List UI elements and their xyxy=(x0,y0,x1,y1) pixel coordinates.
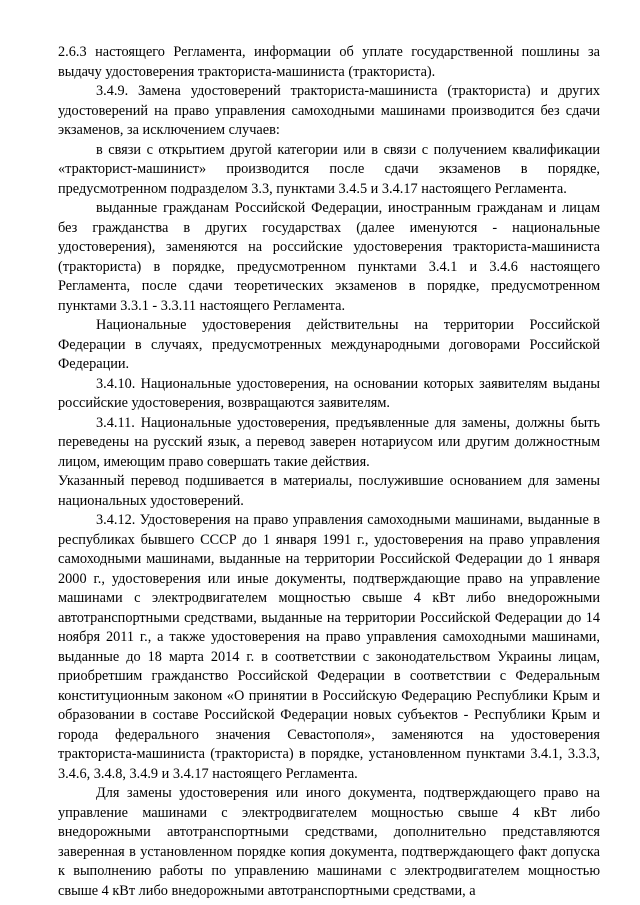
paragraph-10: Для замены удостоверения или иного документа, подтверждающего право на управление машинами с электродвигателем мощностью свыше 4 кВт либо внедорожными автотранспортными средствами, дополнительно представляются заверенная в установленном порядке копия документа, подтверждающего факт допуска к выполнению работы по управлению машинами с электродвигателем мощностью свыше 4 кВт либо внедорожными автотранспортными средствами, а xyxy=(58,785,600,899)
paragraph-1: 2.6.3 настоящего Регламента, информации об уплате государственной пошлины за выдачу удостоверения тракториста-машиниста (тракториста). xyxy=(58,44,600,80)
paragraph-6: 3.4.10. Национальные удостоверения, на основании которых заявителям выданы российские удостоверения, возвращаются заявителям. xyxy=(58,375,600,411)
paragraph-4: выданные гражданам Российской Федерации, иностранным гражданам и лицам без гражданства в других государствах (далее именуются - национальные удостоверения), заменяются на российские удостоверения тракториста-машиниста (тракториста) в порядке, предусмотренном пунктами 3.4.1 и 3.4.6 настоящего Регламента, после сдачи теоретических экзаменов в порядке, предусмотренном пунктами 3.3.1 - 3.3.11 настоящего Регламента. xyxy=(58,200,600,314)
paragraph-8: Указанный перевод подшивается в материалы, послужившие основанием для замены национальных удостоверений. xyxy=(58,473,600,509)
paragraph-9: 3.4.12. Удостоверения на право управления самоходными машинами, выданные в республиках бывшего СССР до 1 января 1991 г., удостоверения на право управления самоходными машинами, выданные на территории Российской Федерации до 1 января 2000 г., удостоверения или иные документы, подтверждающие право на управление машинами с электродвигателем мощностью свыше 4 кВт либо внедорожными автотранспортными средствами, выданные на территории Российской Федерации до 14 ноября 2011 г., а также удостоверения на право управления самоходными машинами, выданные до 18 марта 2014 г. в соответствии с законодательством Украины лицам, приобретшим гражданство Российской Федерации в соответствии с Федеральным конституционным законом «О принятии в Российскую Федерацию Республики Крым и образовании в составе Российской Федерации новых субъектов - Республики Крым и города федерального значения Севастополя», заменяются на удостоверения тракториста-машиниста (тракториста) в порядке, установленном пунктами 3.4.1, 3.3.3, 3.4.6, 3.4.8, 3.4.9 и 3.4.17 настоящего Регламента. xyxy=(58,512,600,782)
paragraph-7: 3.4.11. Национальные удостоверения, предъявленные для замены, должны быть переведены на русский язык, а перевод заверен нотариусом или другим должностным лицом, имеющим право совершать такие действия. xyxy=(58,414,600,470)
paragraph-2: 3.4.9. Замена удостоверений тракториста-машиниста (тракториста) и других удостоверений на право управления самоходными машинами производится без сдачи экзаменов, за исключением случаев: xyxy=(58,83,600,138)
paragraph-5: Национальные удостоверения действительны на территории Российской Федерации в случаях, предусмотренных международными договорами Российской Федерации. xyxy=(58,317,600,372)
paragraph-3: в связи с открытием другой категории или в связи с получением квалификации «тракторист-машинист» производится после сдачи экзаменов в порядке, предусмотренном подразделом 3.3, пунктами 3.4.5 и 3.4.17 настоящего Регламента. xyxy=(58,141,600,197)
